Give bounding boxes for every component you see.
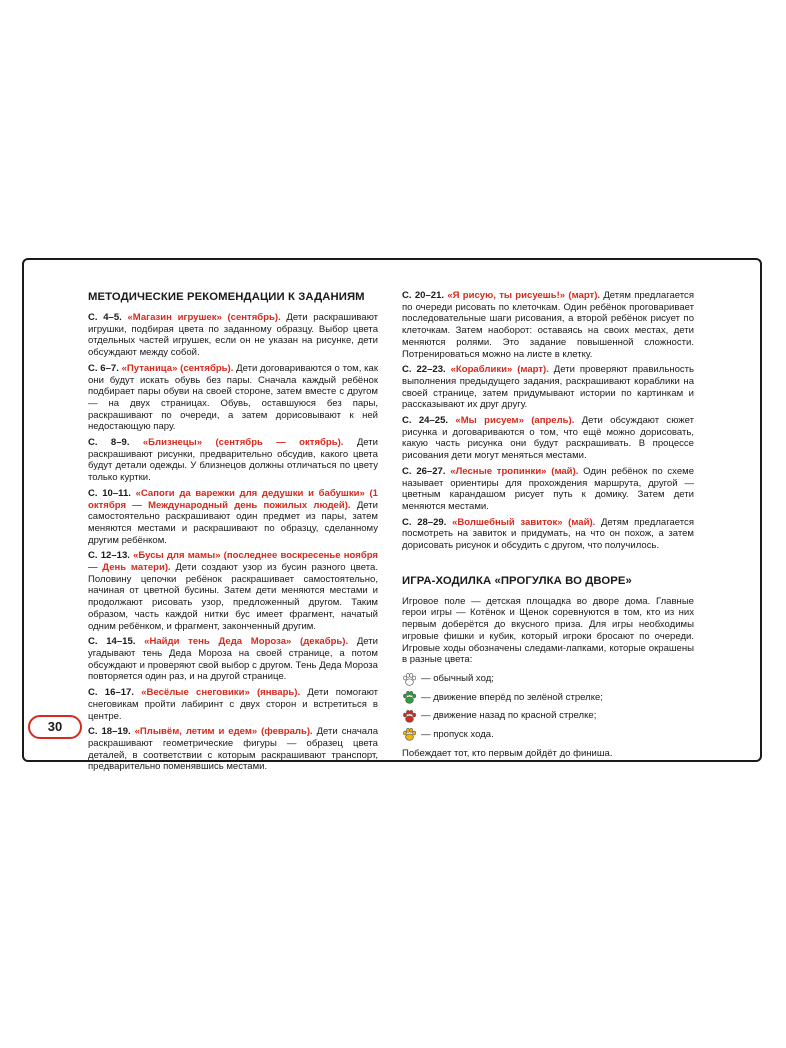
task-description: Дети помогают снеговикам пройти лабиринт с двух сторон и встретиться в центре.: [88, 687, 379, 722]
task-description: Дети раскрашивают игрушки, подбирая цвета по заданному образцу. Выбор цвета отдельных частей игрушек, если он не указан на рисунке, дети обсуждают между собой.: [88, 312, 379, 359]
task-description: Один ребёнок по схеме называет ориентиры для прохождения маршрута, другой — цветным карандашом рисует путь к домику. Затем дети меняются местами.: [402, 465, 695, 512]
page-range: С. 22–23.: [402, 364, 446, 376]
page-range: С. 12–13.: [88, 550, 130, 562]
paw-red-icon: [402, 709, 417, 724]
task-title: «Сапоги да варежки для дедушки и бабушки» (1 октября — Международный день пожилых людей).: [88, 487, 378, 511]
legend-text: — движение вперёд по зелёной стрелке;: [421, 691, 603, 703]
page-range: С. 20–21.: [402, 290, 445, 301]
task-title: «Плывём, летим и едем» (февраль).: [134, 726, 313, 738]
task-paragraph: [402, 517, 694, 552]
page-range: С. 16–17.: [88, 687, 134, 699]
game-heading: ИГРА-ХОДИЛКА «ПРОГУЛКА ВО ДВОРЕ»: [402, 574, 632, 587]
task-description: Дети обсуждают сюжет рисунка и договариваются о том, что ещё можно дорисовать, какую часть рисунка они будут раскрашивать. В процессе рисования дети могут меняться местами.: [402, 415, 694, 462]
paw-legend: [402, 670, 694, 744]
task-paragraph: [402, 466, 694, 513]
task-description: Дети проверяют правильность выполнения предыдущего задания, раскрашивают кораблики на своей странице, затем придумывают истории по картинкам и рассказывают их друг другу.: [402, 364, 695, 411]
task-description: Дети угадывают тень Деда Мороза на своей странице, а потом обсуждают и проверяют свой выбор с другом. Тень Деда Мороза повторяется один раз, и на другой странице.: [88, 636, 378, 683]
task-description: Детям предлагается посмотреть на завиток и придумать, на что он похож, а затем дорисовать рисунок и обсудить с другом, что получилось.: [402, 516, 694, 552]
task-paragraph: [402, 364, 694, 411]
task-title: «Я рисую, ты рисуешь!» (март).: [447, 290, 601, 301]
legend-text: — пропуск хода.: [421, 728, 494, 740]
game-outro: Побеждает тот, кто первым дойдёт до финиша.: [402, 747, 613, 759]
task-paragraph: [402, 415, 694, 462]
page-range: С. 6–7.: [88, 362, 119, 374]
task-title: «Лесные тропинки» (май).: [450, 465, 579, 477]
page-range: С. 18–19.: [88, 726, 131, 738]
task-paragraph: [88, 437, 378, 484]
task-paragraph: [402, 290, 694, 360]
task-paragraph: [88, 687, 378, 722]
task-paragraph: [88, 488, 378, 547]
task-paragraph: [88, 550, 378, 632]
task-title: «Кораблики» (март).: [450, 364, 549, 376]
page-range: С. 24–25.: [402, 415, 449, 427]
legend-row: [402, 670, 694, 689]
task-description: Дети раскрашивают рисунки, предварительно обсудив, какого цвета будут детали одежды. У близнецов должны отличаться по цвету только куртки.: [88, 437, 379, 484]
task-paragraph: [88, 726, 378, 773]
page-range: С. 4–5.: [88, 312, 122, 323]
legend-text: — движение назад по красной стрелке;: [421, 710, 597, 722]
task-title: «Близнецы» (сентябрь — октябрь).: [142, 437, 344, 449]
left-item-list: [88, 312, 378, 773]
task-description: Детям предлагается по очереди рисовать по клеточкам. Один ребёнок проговаривает последовательные шаги рисования, а второй ребёнок рисует по клеточкам. Затем наоборот: оставаясь на своих местах, дети меняются ролями. Это задание повышенной сложности. Потренироваться можно на листе в клетку.: [402, 290, 695, 360]
task-paragraph: [88, 363, 378, 433]
page-range: С. 10–11.: [88, 487, 131, 499]
right-column: [402, 290, 694, 764]
page-range: С. 26–27.: [402, 465, 446, 477]
paw-green-icon: [402, 690, 417, 705]
page-range: С. 14–15.: [88, 636, 136, 648]
task-description: Дети сначала раскрашивают геометрические фигуры — образец цвета деталей, в соответствии с которым раскрашивают транспорт, предварительно поменявшись местами.: [88, 726, 378, 773]
page-number: 30: [28, 715, 82, 739]
task-paragraph: [88, 636, 378, 683]
paw-white-icon: [402, 672, 417, 687]
task-title: «Путаница» (сентябрь).: [121, 362, 234, 374]
page-range: С. 8–9.: [88, 437, 130, 449]
legend-row: [402, 725, 694, 744]
task-title: «Найди тень Деда Мороза» (декабрь).: [144, 636, 349, 648]
task-description: Дети создают узор из бусин разного цвета. Половину цепочки ребёнок раскрашивает самостоятельно, начиная от цветной бусины. Затем дети меняются местами и продолжают рисовать узор, предложенный другом. Таким образом, часть каждой нитки бус имеет фрагмент, начатый одним ребёнком, и фрагмент, законченный другим.: [88, 562, 378, 632]
page-range: С. 28–29.: [402, 516, 447, 528]
legend-row: [402, 707, 694, 726]
legend-text: — обычный ход;: [421, 673, 494, 685]
methodology-heading: МЕТОДИЧЕСКИЕ РЕКОМЕНДАЦИИ К ЗАДАНИЯМ: [88, 291, 365, 303]
right-item-list: [402, 290, 694, 552]
game-intro: Игровое поле — детская площадка во дворе дома. Главные герои игры — Котёнок и Щенок соревнуются в том, кто из них первым доберётся до вкусного приза. Для игры необходимы игровые фишки и кубик, который игроки бросают по очереди. Игровые ходы обозначены следами-лапками, которые окрашены в разные цвета:: [402, 595, 694, 666]
task-description: Дети самостоятельно раскрашивают один предмет из пары, затем меняются местами и раскрашивают по образцу, сделанному другим ребёнком.: [88, 499, 378, 546]
task-paragraph: [88, 312, 378, 359]
task-title: «Бусы для мамы» (последнее воскресенье ноября — День матери).: [88, 550, 379, 574]
legend-row: [402, 688, 694, 707]
left-column: [88, 290, 378, 777]
task-description: Дети договариваются о том, как они будут искать обувь без пары. Сначала каждый ребёнок подбирает пары обуви на своей стороне, затем вместе с другом — на двух страницах. Обувь, оставшуюся без пары, раскрашивают по очереди, а затем дорисовывают к ней недостающую пару.: [88, 362, 378, 433]
paw-yellow-icon: [402, 727, 417, 742]
task-title: «Магазин игрушек» (сентябрь).: [127, 312, 281, 323]
task-title: «Волшебный завиток» (май).: [452, 516, 596, 528]
task-title: «Мы рисуем» (апрель).: [455, 415, 575, 427]
task-title: «Весёлые снеговики» (январь).: [141, 687, 301, 699]
